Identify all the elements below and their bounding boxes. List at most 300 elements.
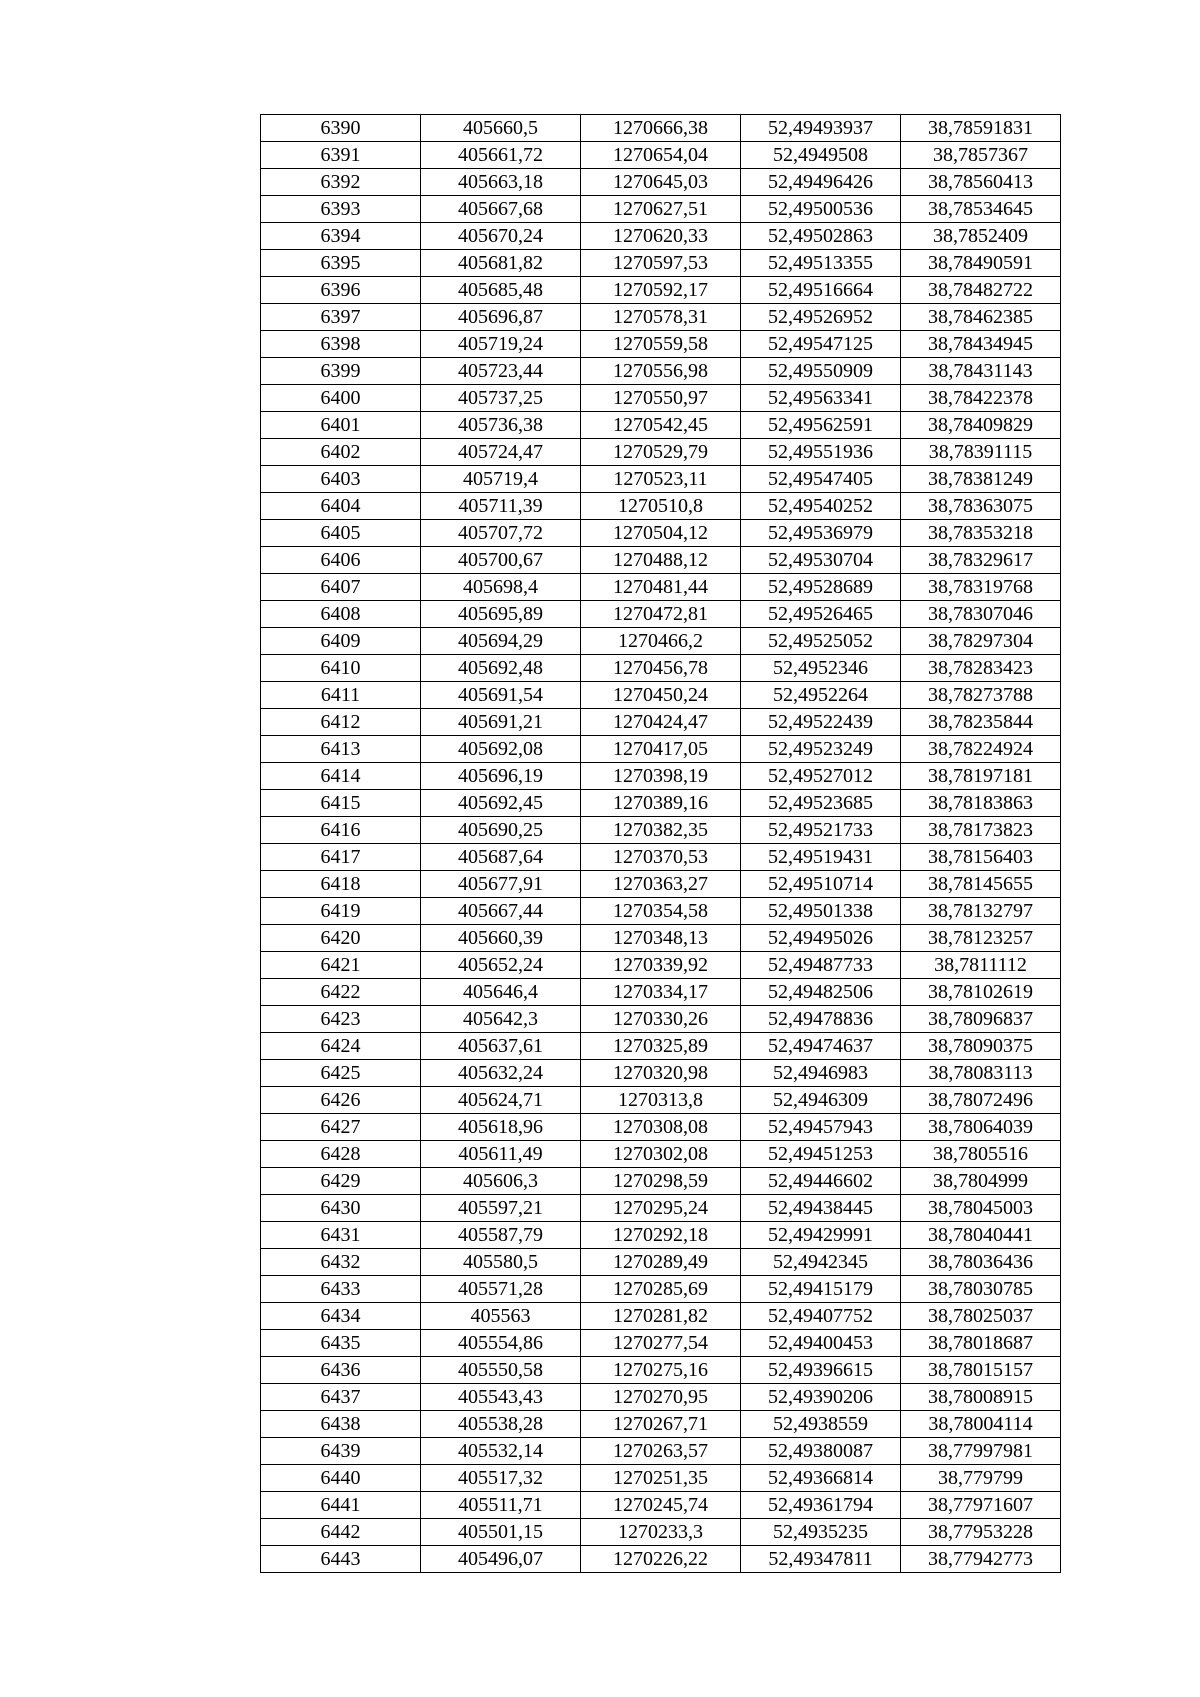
y-coordinate-cell: 1270285,69 <box>581 1276 741 1303</box>
latitude-cell: 52,49415179 <box>741 1276 901 1303</box>
point-number-cell: 6413 <box>261 736 421 763</box>
longitude-cell: 38,7804999 <box>901 1168 1061 1195</box>
longitude-cell: 38,78591831 <box>901 115 1061 142</box>
y-coordinate-cell: 1270363,27 <box>581 871 741 898</box>
table-row <box>261 304 1061 331</box>
longitude-cell: 38,78102619 <box>901 979 1061 1006</box>
x-coordinate-cell: 405663,18 <box>421 169 581 196</box>
latitude-cell: 52,49527012 <box>741 763 901 790</box>
table-row <box>261 601 1061 628</box>
x-coordinate-cell: 405719,24 <box>421 331 581 358</box>
y-coordinate-cell: 1270510,8 <box>581 493 741 520</box>
y-coordinate-cell: 1270330,26 <box>581 1006 741 1033</box>
point-number-cell: 6437 <box>261 1384 421 1411</box>
table-row <box>261 520 1061 547</box>
y-coordinate-cell: 1270281,82 <box>581 1303 741 1330</box>
y-coordinate-cell: 1270389,16 <box>581 790 741 817</box>
x-coordinate-cell: 405695,89 <box>421 601 581 628</box>
latitude-cell: 52,49562591 <box>741 412 901 439</box>
longitude-cell: 38,77942773 <box>901 1546 1061 1573</box>
latitude-cell: 52,49525052 <box>741 628 901 655</box>
point-number-cell: 6435 <box>261 1330 421 1357</box>
y-coordinate-cell: 1270233,3 <box>581 1519 741 1546</box>
longitude-cell: 38,78197181 <box>901 763 1061 790</box>
latitude-cell: 52,49487733 <box>741 952 901 979</box>
point-number-cell: 6429 <box>261 1168 421 1195</box>
longitude-cell: 38,78008915 <box>901 1384 1061 1411</box>
latitude-cell: 52,49501338 <box>741 898 901 925</box>
y-coordinate-cell: 1270270,95 <box>581 1384 741 1411</box>
table-row <box>261 844 1061 871</box>
longitude-cell: 38,78434945 <box>901 331 1061 358</box>
table-row <box>261 412 1061 439</box>
x-coordinate-cell: 405667,44 <box>421 898 581 925</box>
point-number-cell: 6400 <box>261 385 421 412</box>
y-coordinate-cell: 1270251,35 <box>581 1465 741 1492</box>
point-number-cell: 6431 <box>261 1222 421 1249</box>
latitude-cell: 52,49396615 <box>741 1357 901 1384</box>
table-row <box>261 1087 1061 1114</box>
longitude-cell: 38,78173823 <box>901 817 1061 844</box>
longitude-cell: 38,78422378 <box>901 385 1061 412</box>
point-number-cell: 6409 <box>261 628 421 655</box>
table-row <box>261 1546 1061 1573</box>
x-coordinate-cell: 405554,86 <box>421 1330 581 1357</box>
table-row <box>261 1168 1061 1195</box>
y-coordinate-cell: 1270466,2 <box>581 628 741 655</box>
y-coordinate-cell: 1270550,97 <box>581 385 741 412</box>
x-coordinate-cell: 405677,91 <box>421 871 581 898</box>
y-coordinate-cell: 1270666,38 <box>581 115 741 142</box>
point-number-cell: 6433 <box>261 1276 421 1303</box>
longitude-cell: 38,78363075 <box>901 493 1061 520</box>
x-coordinate-cell: 405724,47 <box>421 439 581 466</box>
x-coordinate-cell: 405618,96 <box>421 1114 581 1141</box>
x-coordinate-cell: 405637,61 <box>421 1033 581 1060</box>
latitude-cell: 52,49547405 <box>741 466 901 493</box>
longitude-cell: 38,7811112 <box>901 952 1061 979</box>
longitude-cell: 38,77971607 <box>901 1492 1061 1519</box>
y-coordinate-cell: 1270542,45 <box>581 412 741 439</box>
latitude-cell: 52,49521733 <box>741 817 901 844</box>
y-coordinate-cell: 1270354,58 <box>581 898 741 925</box>
latitude-cell: 52,49547125 <box>741 331 901 358</box>
y-coordinate-cell: 1270320,98 <box>581 1060 741 1087</box>
point-number-cell: 6442 <box>261 1519 421 1546</box>
table-row <box>261 574 1061 601</box>
table-row <box>261 979 1061 1006</box>
longitude-cell: 38,78224924 <box>901 736 1061 763</box>
y-coordinate-cell: 1270620,33 <box>581 223 741 250</box>
point-number-cell: 6427 <box>261 1114 421 1141</box>
longitude-cell: 38,78030785 <box>901 1276 1061 1303</box>
latitude-cell: 52,49530704 <box>741 547 901 574</box>
x-coordinate-cell: 405611,49 <box>421 1141 581 1168</box>
latitude-cell: 52,4949508 <box>741 142 901 169</box>
x-coordinate-cell: 405661,72 <box>421 142 581 169</box>
latitude-cell: 52,49495026 <box>741 925 901 952</box>
point-number-cell: 6424 <box>261 1033 421 1060</box>
longitude-cell: 38,78018687 <box>901 1330 1061 1357</box>
x-coordinate-cell: 405711,39 <box>421 493 581 520</box>
longitude-cell: 38,7805516 <box>901 1141 1061 1168</box>
y-coordinate-cell: 1270370,53 <box>581 844 741 871</box>
longitude-cell: 38,78040441 <box>901 1222 1061 1249</box>
point-number-cell: 6402 <box>261 439 421 466</box>
longitude-cell: 38,78156403 <box>901 844 1061 871</box>
y-coordinate-cell: 1270277,54 <box>581 1330 741 1357</box>
x-coordinate-cell: 405646,4 <box>421 979 581 1006</box>
latitude-cell: 52,49502863 <box>741 223 901 250</box>
x-coordinate-cell: 405685,48 <box>421 277 581 304</box>
longitude-cell: 38,78004114 <box>901 1411 1061 1438</box>
longitude-cell: 38,78534645 <box>901 196 1061 223</box>
point-number-cell: 6425 <box>261 1060 421 1087</box>
longitude-cell: 38,78391115 <box>901 439 1061 466</box>
y-coordinate-cell: 1270334,17 <box>581 979 741 1006</box>
latitude-cell: 52,49400453 <box>741 1330 901 1357</box>
y-coordinate-cell: 1270559,58 <box>581 331 741 358</box>
x-coordinate-cell: 405692,08 <box>421 736 581 763</box>
table-row <box>261 952 1061 979</box>
longitude-cell: 38,78072496 <box>901 1087 1061 1114</box>
longitude-cell: 38,78482722 <box>901 277 1061 304</box>
table-row <box>261 1006 1061 1033</box>
longitude-cell: 38,78353218 <box>901 520 1061 547</box>
table-row <box>261 196 1061 223</box>
latitude-cell: 52,49451253 <box>741 1141 901 1168</box>
table-row <box>261 682 1061 709</box>
longitude-cell: 38,78183863 <box>901 790 1061 817</box>
latitude-cell: 52,49446602 <box>741 1168 901 1195</box>
x-coordinate-cell: 405496,07 <box>421 1546 581 1573</box>
table-row <box>261 1060 1061 1087</box>
table-row <box>261 358 1061 385</box>
latitude-cell: 52,4952264 <box>741 682 901 709</box>
table-row <box>261 547 1061 574</box>
point-number-cell: 6405 <box>261 520 421 547</box>
longitude-cell: 38,78025037 <box>901 1303 1061 1330</box>
longitude-cell: 38,78064039 <box>901 1114 1061 1141</box>
x-coordinate-cell: 405670,24 <box>421 223 581 250</box>
y-coordinate-cell: 1270597,53 <box>581 250 741 277</box>
x-coordinate-cell: 405687,64 <box>421 844 581 871</box>
table-row <box>261 1222 1061 1249</box>
latitude-cell: 52,49500536 <box>741 196 901 223</box>
x-coordinate-cell: 405632,24 <box>421 1060 581 1087</box>
y-coordinate-cell: 1270308,08 <box>581 1114 741 1141</box>
y-coordinate-cell: 1270472,81 <box>581 601 741 628</box>
y-coordinate-cell: 1270226,22 <box>581 1546 741 1573</box>
x-coordinate-cell: 405597,21 <box>421 1195 581 1222</box>
point-number-cell: 6412 <box>261 709 421 736</box>
table-row <box>261 331 1061 358</box>
x-coordinate-cell: 405660,39 <box>421 925 581 952</box>
x-coordinate-cell: 405691,54 <box>421 682 581 709</box>
point-number-cell: 6411 <box>261 682 421 709</box>
table-row <box>261 1141 1061 1168</box>
latitude-cell: 52,49563341 <box>741 385 901 412</box>
point-number-cell: 6395 <box>261 250 421 277</box>
y-coordinate-cell: 1270627,51 <box>581 196 741 223</box>
point-number-cell: 6404 <box>261 493 421 520</box>
table-row <box>261 1276 1061 1303</box>
x-coordinate-cell: 405538,28 <box>421 1411 581 1438</box>
x-coordinate-cell: 405501,15 <box>421 1519 581 1546</box>
table-row <box>261 655 1061 682</box>
x-coordinate-cell: 405723,44 <box>421 358 581 385</box>
latitude-cell: 52,4938559 <box>741 1411 901 1438</box>
point-number-cell: 6436 <box>261 1357 421 1384</box>
x-coordinate-cell: 405543,43 <box>421 1384 581 1411</box>
longitude-cell: 38,78090375 <box>901 1033 1061 1060</box>
y-coordinate-cell: 1270398,19 <box>581 763 741 790</box>
x-coordinate-cell: 405698,4 <box>421 574 581 601</box>
longitude-cell: 38,78235844 <box>901 709 1061 736</box>
y-coordinate-cell: 1270382,35 <box>581 817 741 844</box>
x-coordinate-cell: 405580,5 <box>421 1249 581 1276</box>
latitude-cell: 52,49523249 <box>741 736 901 763</box>
table-row <box>261 790 1061 817</box>
point-number-cell: 6392 <box>261 169 421 196</box>
point-number-cell: 6394 <box>261 223 421 250</box>
point-number-cell: 6438 <box>261 1411 421 1438</box>
point-number-cell: 6423 <box>261 1006 421 1033</box>
x-coordinate-cell: 405660,5 <box>421 115 581 142</box>
point-number-cell: 6401 <box>261 412 421 439</box>
table-row <box>261 925 1061 952</box>
point-number-cell: 6396 <box>261 277 421 304</box>
x-coordinate-cell: 405517,32 <box>421 1465 581 1492</box>
x-coordinate-cell: 405696,19 <box>421 763 581 790</box>
table-row <box>261 1438 1061 1465</box>
longitude-cell: 38,7857367 <box>901 142 1061 169</box>
longitude-cell: 38,78273788 <box>901 682 1061 709</box>
longitude-cell: 38,7852409 <box>901 223 1061 250</box>
table-row <box>261 1303 1061 1330</box>
point-number-cell: 6407 <box>261 574 421 601</box>
latitude-cell: 52,49516664 <box>741 277 901 304</box>
latitude-cell: 52,4952346 <box>741 655 901 682</box>
y-coordinate-cell: 1270348,13 <box>581 925 741 952</box>
latitude-cell: 52,49482506 <box>741 979 901 1006</box>
y-coordinate-cell: 1270456,78 <box>581 655 741 682</box>
table-row <box>261 277 1061 304</box>
latitude-cell: 52,49551936 <box>741 439 901 466</box>
point-number-cell: 6418 <box>261 871 421 898</box>
table-row <box>261 1249 1061 1276</box>
y-coordinate-cell: 1270417,05 <box>581 736 741 763</box>
x-coordinate-cell: 405690,25 <box>421 817 581 844</box>
y-coordinate-cell: 1270481,44 <box>581 574 741 601</box>
longitude-cell: 38,77997981 <box>901 1438 1061 1465</box>
point-number-cell: 6415 <box>261 790 421 817</box>
point-number-cell: 6428 <box>261 1141 421 1168</box>
y-coordinate-cell: 1270313,8 <box>581 1087 741 1114</box>
x-coordinate-cell: 405692,45 <box>421 790 581 817</box>
point-number-cell: 6432 <box>261 1249 421 1276</box>
point-number-cell: 6422 <box>261 979 421 1006</box>
latitude-cell: 52,49550909 <box>741 358 901 385</box>
longitude-cell: 38,78145655 <box>901 871 1061 898</box>
point-number-cell: 6398 <box>261 331 421 358</box>
table-row <box>261 1519 1061 1546</box>
latitude-cell: 52,49540252 <box>741 493 901 520</box>
point-number-cell: 6403 <box>261 466 421 493</box>
y-coordinate-cell: 1270267,71 <box>581 1411 741 1438</box>
x-coordinate-cell: 405563 <box>421 1303 581 1330</box>
y-coordinate-cell: 1270504,12 <box>581 520 741 547</box>
table-row <box>261 628 1061 655</box>
point-number-cell: 6426 <box>261 1087 421 1114</box>
latitude-cell: 52,49519431 <box>741 844 901 871</box>
x-coordinate-cell: 405550,58 <box>421 1357 581 1384</box>
x-coordinate-cell: 405692,48 <box>421 655 581 682</box>
y-coordinate-cell: 1270289,49 <box>581 1249 741 1276</box>
point-number-cell: 6441 <box>261 1492 421 1519</box>
point-number-cell: 6417 <box>261 844 421 871</box>
y-coordinate-cell: 1270523,11 <box>581 466 741 493</box>
x-coordinate-cell: 405511,71 <box>421 1492 581 1519</box>
y-coordinate-cell: 1270529,79 <box>581 439 741 466</box>
table-row <box>261 115 1061 142</box>
point-number-cell: 6399 <box>261 358 421 385</box>
latitude-cell: 52,49526952 <box>741 304 901 331</box>
table-row <box>261 817 1061 844</box>
point-number-cell: 6439 <box>261 1438 421 1465</box>
latitude-cell: 52,49526465 <box>741 601 901 628</box>
table-row <box>261 1195 1061 1222</box>
longitude-cell: 38,78083113 <box>901 1060 1061 1087</box>
point-number-cell: 6434 <box>261 1303 421 1330</box>
longitude-cell: 38,779799 <box>901 1465 1061 1492</box>
latitude-cell: 52,4946983 <box>741 1060 901 1087</box>
table-row <box>261 1384 1061 1411</box>
x-coordinate-cell: 405652,24 <box>421 952 581 979</box>
y-coordinate-cell: 1270339,92 <box>581 952 741 979</box>
longitude-cell: 38,78319768 <box>901 574 1061 601</box>
point-number-cell: 6408 <box>261 601 421 628</box>
latitude-cell: 52,49523685 <box>741 790 901 817</box>
coordinates-table <box>260 114 1061 1573</box>
point-number-cell: 6397 <box>261 304 421 331</box>
y-coordinate-cell: 1270488,12 <box>581 547 741 574</box>
latitude-cell: 52,49513355 <box>741 250 901 277</box>
x-coordinate-cell: 405587,79 <box>421 1222 581 1249</box>
x-coordinate-cell: 405736,38 <box>421 412 581 439</box>
table-row <box>261 736 1061 763</box>
x-coordinate-cell: 405642,3 <box>421 1006 581 1033</box>
point-number-cell: 6440 <box>261 1465 421 1492</box>
longitude-cell: 38,78490591 <box>901 250 1061 277</box>
latitude-cell: 52,4942345 <box>741 1249 901 1276</box>
point-number-cell: 6414 <box>261 763 421 790</box>
y-coordinate-cell: 1270275,16 <box>581 1357 741 1384</box>
longitude-cell: 38,78283423 <box>901 655 1061 682</box>
longitude-cell: 38,78123257 <box>901 925 1061 952</box>
longitude-cell: 38,78045003 <box>901 1195 1061 1222</box>
longitude-cell: 38,78329617 <box>901 547 1061 574</box>
table-row <box>261 1330 1061 1357</box>
latitude-cell: 52,49429991 <box>741 1222 901 1249</box>
table-row <box>261 493 1061 520</box>
point-number-cell: 6416 <box>261 817 421 844</box>
point-number-cell: 6420 <box>261 925 421 952</box>
table-row <box>261 385 1061 412</box>
table-row <box>261 898 1061 925</box>
table-row <box>261 1033 1061 1060</box>
table-row <box>261 709 1061 736</box>
latitude-cell: 52,49457943 <box>741 1114 901 1141</box>
table-row <box>261 763 1061 790</box>
x-coordinate-cell: 405624,71 <box>421 1087 581 1114</box>
point-number-cell: 6391 <box>261 142 421 169</box>
y-coordinate-cell: 1270245,74 <box>581 1492 741 1519</box>
y-coordinate-cell: 1270556,98 <box>581 358 741 385</box>
table-row <box>261 142 1061 169</box>
x-coordinate-cell: 405737,25 <box>421 385 581 412</box>
latitude-cell: 52,49522439 <box>741 709 901 736</box>
longitude-cell: 38,78297304 <box>901 628 1061 655</box>
longitude-cell: 38,78409829 <box>901 412 1061 439</box>
latitude-cell: 52,49347811 <box>741 1546 901 1573</box>
longitude-cell: 38,78381249 <box>901 466 1061 493</box>
latitude-cell: 52,49380087 <box>741 1438 901 1465</box>
point-number-cell: 6443 <box>261 1546 421 1573</box>
y-coordinate-cell: 1270292,18 <box>581 1222 741 1249</box>
table-row <box>261 439 1061 466</box>
point-number-cell: 6390 <box>261 115 421 142</box>
table-row <box>261 223 1061 250</box>
table-row <box>261 871 1061 898</box>
longitude-cell: 38,78462385 <box>901 304 1061 331</box>
latitude-cell: 52,49474637 <box>741 1033 901 1060</box>
longitude-cell: 38,78431143 <box>901 358 1061 385</box>
x-coordinate-cell: 405532,14 <box>421 1438 581 1465</box>
latitude-cell: 52,49361794 <box>741 1492 901 1519</box>
latitude-cell: 52,49536979 <box>741 520 901 547</box>
y-coordinate-cell: 1270325,89 <box>581 1033 741 1060</box>
latitude-cell: 52,49510714 <box>741 871 901 898</box>
table-row <box>261 466 1061 493</box>
x-coordinate-cell: 405667,68 <box>421 196 581 223</box>
table-row <box>261 1465 1061 1492</box>
x-coordinate-cell: 405696,87 <box>421 304 581 331</box>
x-coordinate-cell: 405719,4 <box>421 466 581 493</box>
coordinates-table-body <box>261 115 1061 1573</box>
table-row <box>261 169 1061 196</box>
longitude-cell: 38,78307046 <box>901 601 1061 628</box>
latitude-cell: 52,49493937 <box>741 115 901 142</box>
y-coordinate-cell: 1270263,57 <box>581 1438 741 1465</box>
y-coordinate-cell: 1270298,59 <box>581 1168 741 1195</box>
table-row <box>261 1114 1061 1141</box>
x-coordinate-cell: 405691,21 <box>421 709 581 736</box>
y-coordinate-cell: 1270578,31 <box>581 304 741 331</box>
latitude-cell: 52,49528689 <box>741 574 901 601</box>
longitude-cell: 38,78560413 <box>901 169 1061 196</box>
x-coordinate-cell: 405571,28 <box>421 1276 581 1303</box>
latitude-cell: 52,49390206 <box>741 1384 901 1411</box>
point-number-cell: 6393 <box>261 196 421 223</box>
x-coordinate-cell: 405700,67 <box>421 547 581 574</box>
point-number-cell: 6430 <box>261 1195 421 1222</box>
y-coordinate-cell: 1270592,17 <box>581 277 741 304</box>
latitude-cell: 52,49407752 <box>741 1303 901 1330</box>
x-coordinate-cell: 405707,72 <box>421 520 581 547</box>
point-number-cell: 6419 <box>261 898 421 925</box>
longitude-cell: 38,78036436 <box>901 1249 1061 1276</box>
